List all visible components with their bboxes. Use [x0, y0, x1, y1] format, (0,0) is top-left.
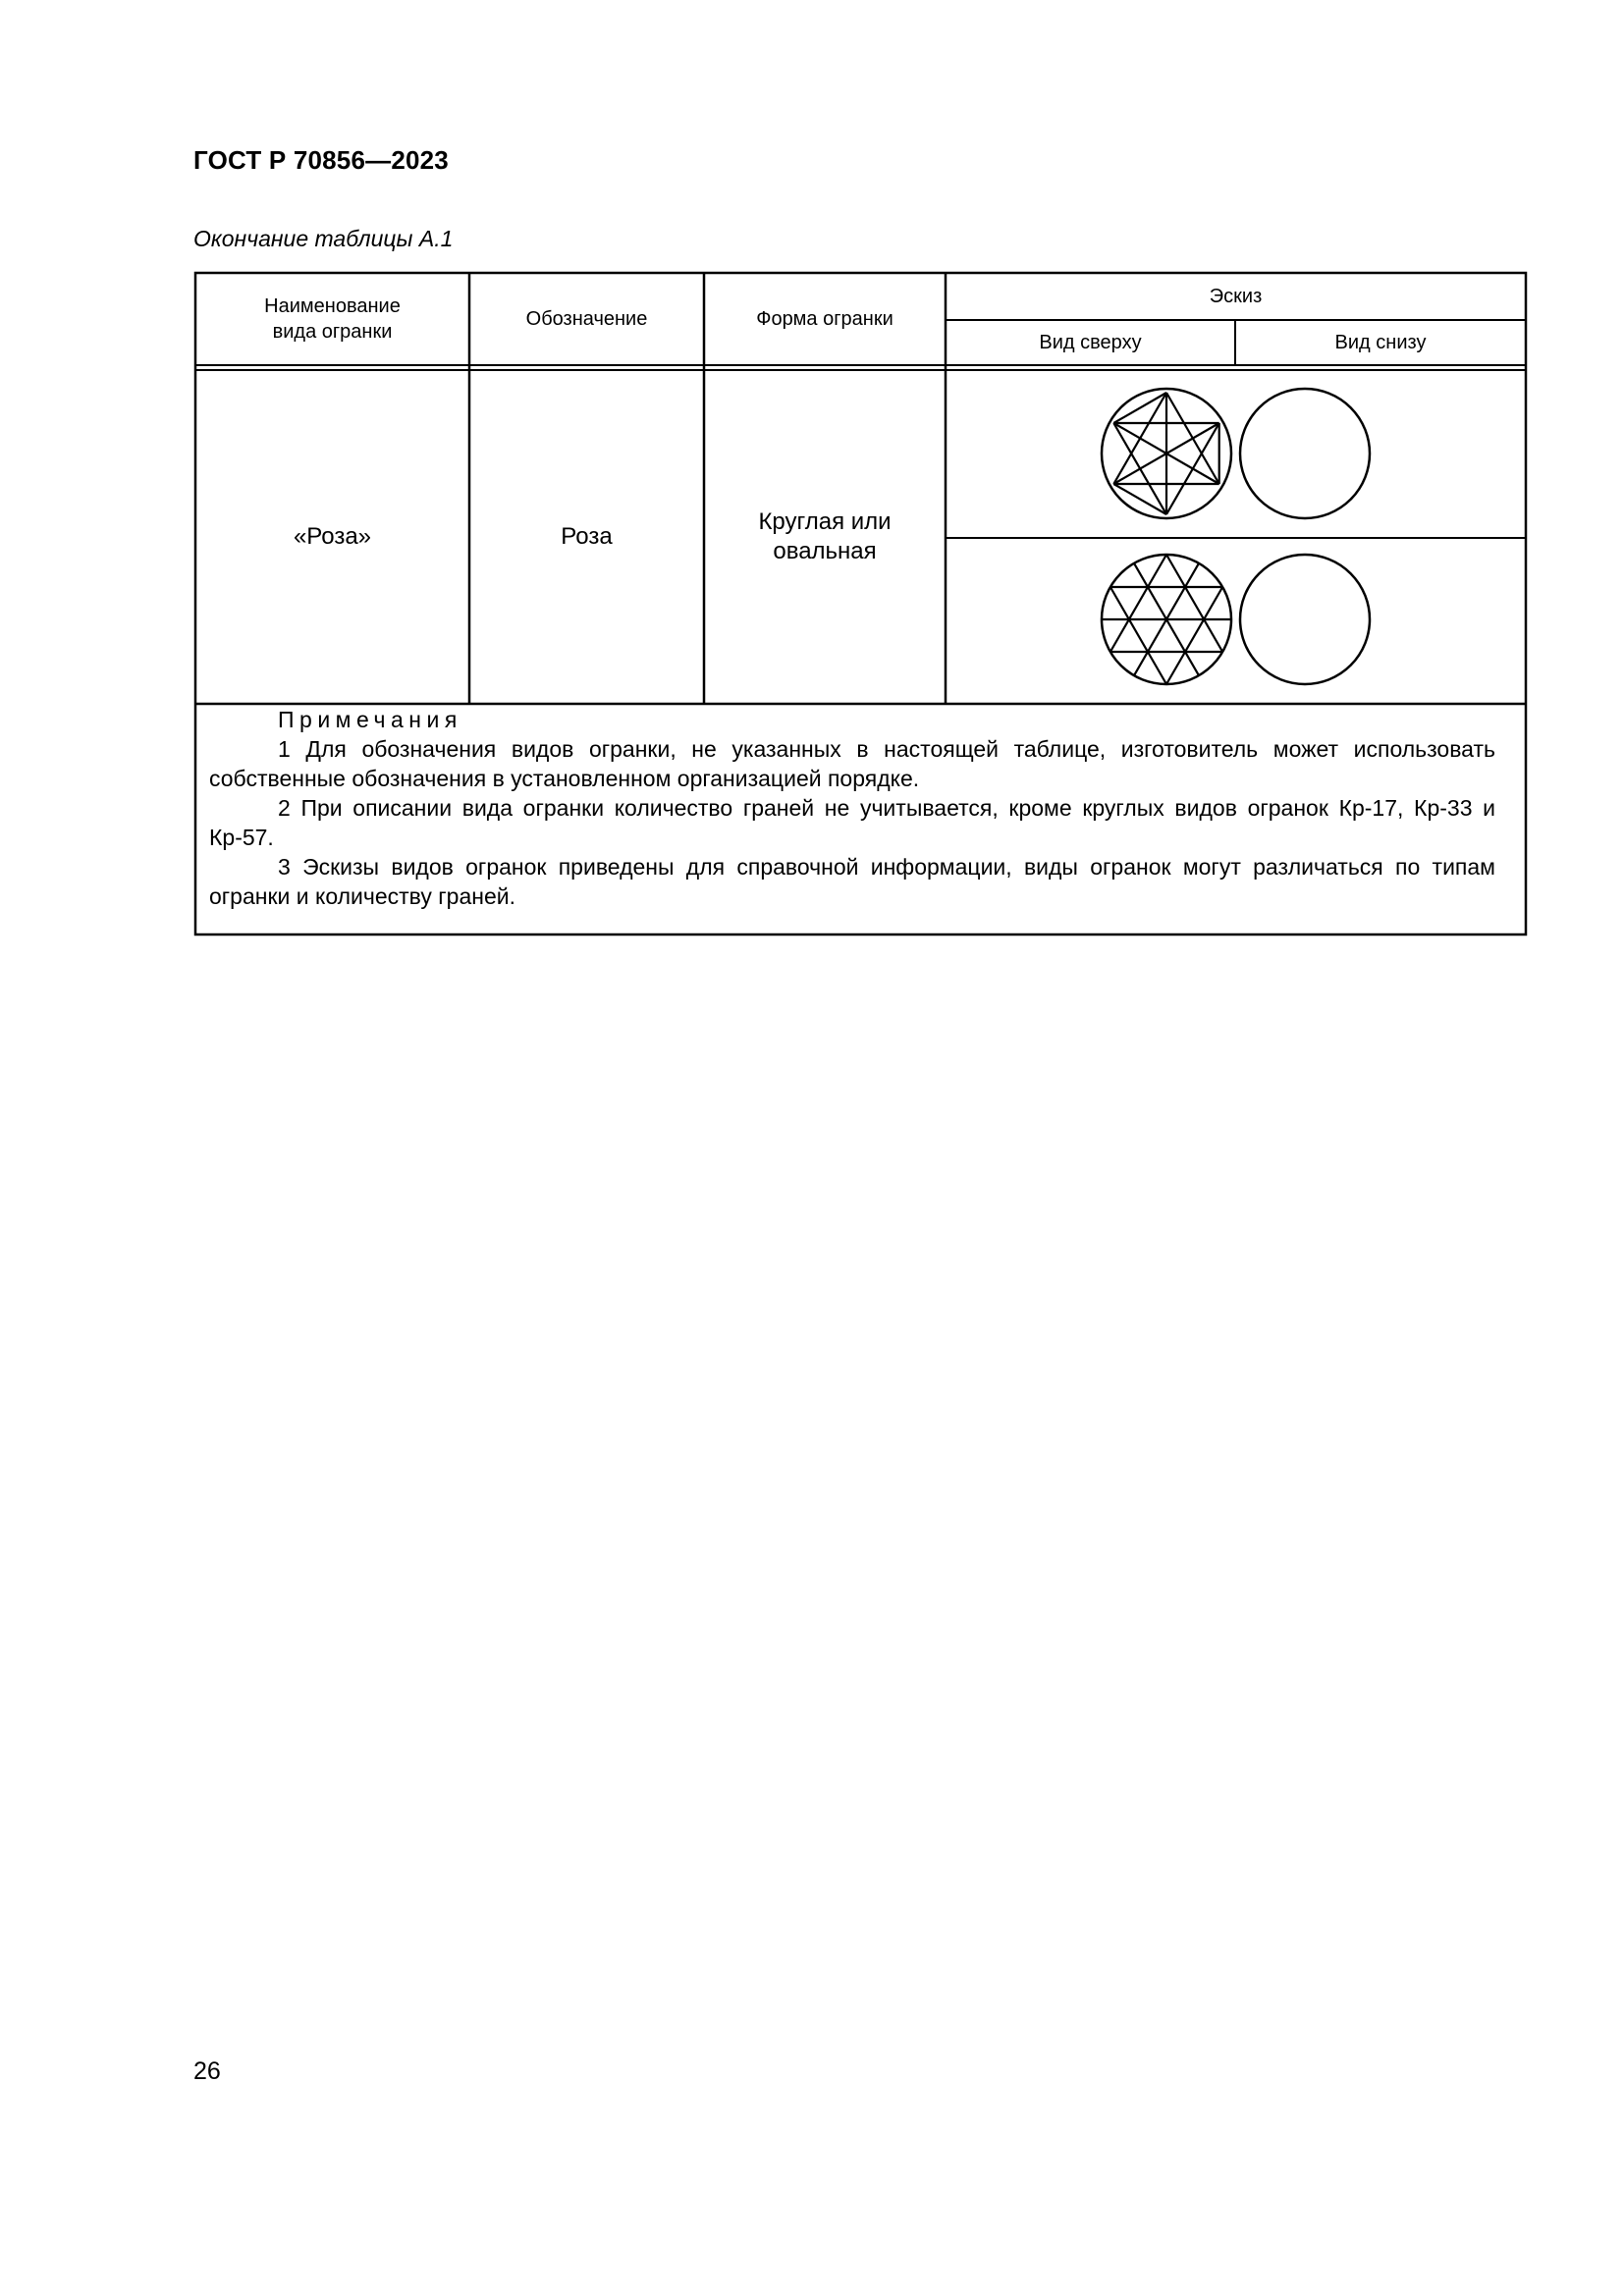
column-header-name: Наименование вида огранки	[264, 295, 401, 343]
row-name-cell: «Роза»	[293, 523, 372, 550]
note-item: 2 При описании вида огранки количество граней не учитывается, кроме круглых видов огранок Кр-17, Кр-33 и Кр-57.	[209, 795, 1495, 850]
table-caption: Окончание таблицы А.1	[193, 226, 454, 251]
column-header-shape: Форма огранки	[756, 308, 893, 330]
note-item: 1 Для обозначения видов огранки, не указанных в настоящей таблице, изготовитель может использовать собственные обозначения в установленном организацией порядке.	[209, 736, 1495, 791]
row-designation-cell: Роза	[561, 523, 613, 550]
triangular-grid-facet-pattern-icon	[1102, 555, 1231, 684]
column-header-bottom-view: Вид снизу	[1334, 332, 1427, 353]
table-notes	[209, 705, 1495, 911]
document-code: ГОСТ Р 70856—2023	[193, 145, 449, 175]
notes-title: Примечания	[278, 707, 462, 732]
column-header-sketch: Эскиз	[1209, 286, 1263, 307]
note-item: 3 Эскизы видов огранок приведены для справочной информации, виды огранок могут различаться по типам огранки и количеству граней.	[209, 854, 1495, 909]
sketch-top-view-1	[1113, 393, 1218, 514]
page-number: 26	[193, 2057, 221, 2085]
column-header-top-view: Вид сверху	[1039, 332, 1142, 353]
plain-circle-icon	[1240, 389, 1370, 518]
plain-circle-icon	[1240, 555, 1370, 684]
row-shape-cell: Круглая или овальная	[758, 508, 892, 564]
column-header-designation: Обозначение	[525, 308, 648, 330]
